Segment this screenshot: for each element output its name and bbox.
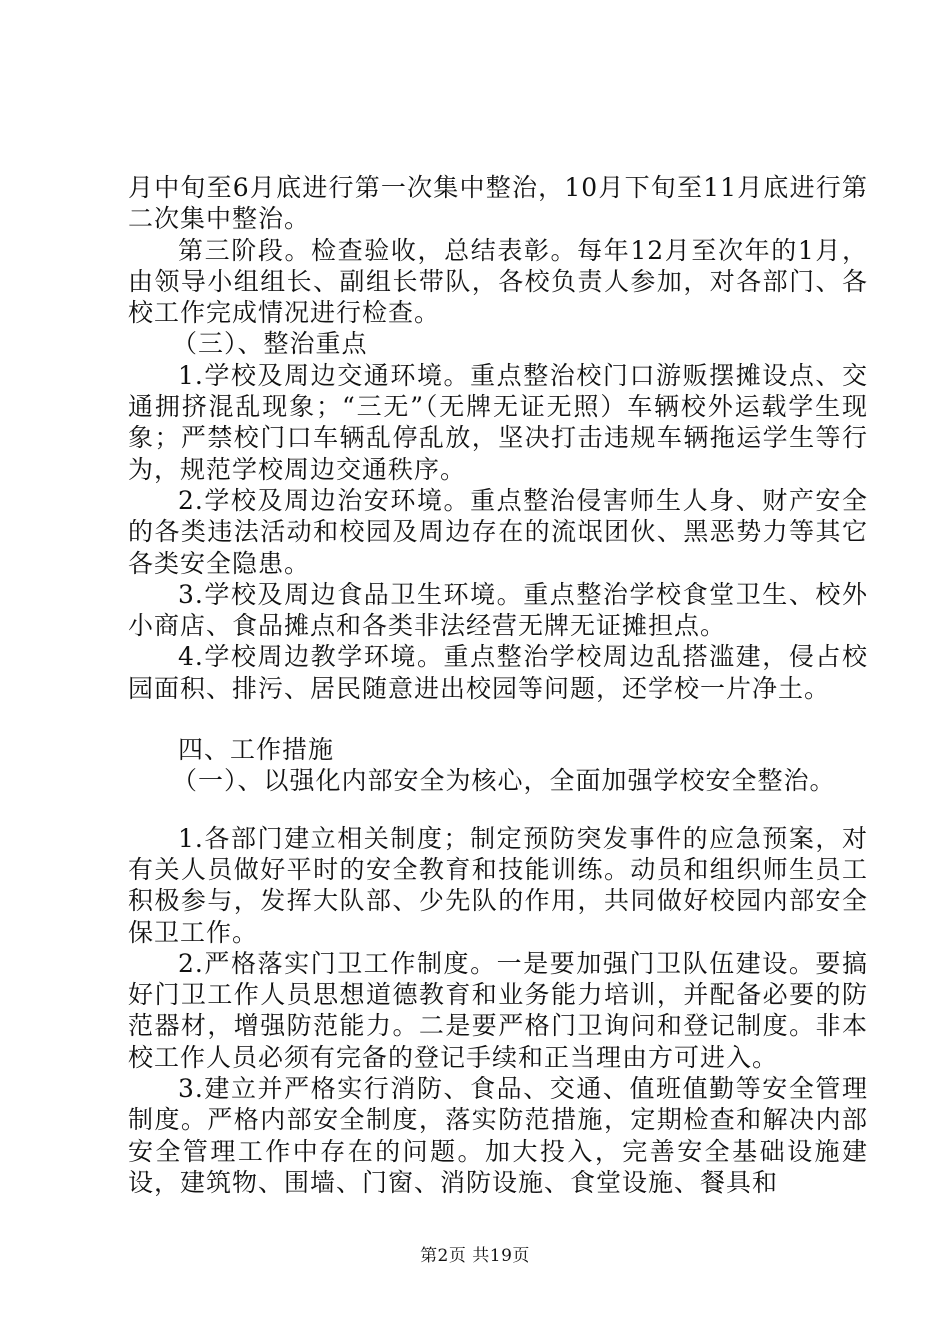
section-heading-work-measures: 四、工作措施: [178, 735, 335, 765]
paragraph-continuation: 月中旬至6月底进行第一次集中整治，10月下旬至11月底进行第二次集中整治。: [128, 173, 868, 234]
subheading-internal-security: （一）、以强化内部安全为核心，全面加强学校安全整治。: [172, 766, 836, 796]
paragraph-department-systems: 1.各部门建立相关制度；制定预防突发事件的应急预案，对有关人员做好平时的安全教育和技能训练。动员和组织师生员工积极参与，发挥大队部、少先队的作用，共同做好校园内部安全保卫工作。: [128, 823, 868, 947]
paragraph-security-environment: 2.学校及周边治安环境。重点整治侵害师生人身、财产安全的各类违法活动和校园及周边存在的流氓团伙、黑恶势力等其它各类安全隐患。: [128, 485, 868, 578]
paragraph-teaching-environment: 4.学校周边教学环境。重点整治学校周边乱搭滥建，侵占校园面积、排污、居民随意进出校园等问题，还学校一片净土。: [128, 642, 868, 703]
subheading-rectification-focus: （三）、整治重点: [172, 329, 368, 359]
paragraph-food-hygiene: 3.学校及周边食品卫生环境。重点整治学校食堂卫生、校外小商店、食品摊点和各类非法经营无牌无证摊担点。: [128, 579, 868, 641]
paragraph-safety-management: 3.建立并严格实行消防、食品、交通、值班值勤等安全管理制度。严格内部安全制度，落实防范措施，定期检查和解决内部安全管理工作中存在的问题。加大投入，完善安全基础设施建设，建筑物、围墙、门窗、消防设施、食堂设施、餐具和: [128, 1074, 868, 1197]
spacer: [128, 704, 868, 734]
spacer: [128, 797, 868, 823]
paragraph-traffic-environment: 1.学校及周边交通环境。重点整治校门口游贩摆摊设点、交通拥挤混乱现象；“三无”（无牌无证无照）车辆校外运载学生现象；严禁校门口车辆乱停乱放，坚决打击违规车辆拖运学生等行为，规范学校周边交通秩序。: [128, 360, 868, 484]
paragraph-guard-system: 2.严格落实门卫工作制度。一是要加强门卫队伍建设。要搞好门卫工作人员思想道德教育和业务能力培训，并配备必要的防范器材，增强防范能力。二是要严格门卫询问和登记制度。非本校工作人员必须有完备的登记手续和正当理由方可进入。: [128, 948, 868, 1072]
document-body: [128, 172, 868, 1198]
paragraph-phase-three: 第三阶段。检查验收，总结表彰。每年12月至次年的1月，由领导小组组长、副组长带队，各校负责人参加，对各部门、各校工作完成情况进行检查。: [128, 235, 868, 328]
page-number-footer: 第2页 共19页: [420, 1246, 530, 1266]
